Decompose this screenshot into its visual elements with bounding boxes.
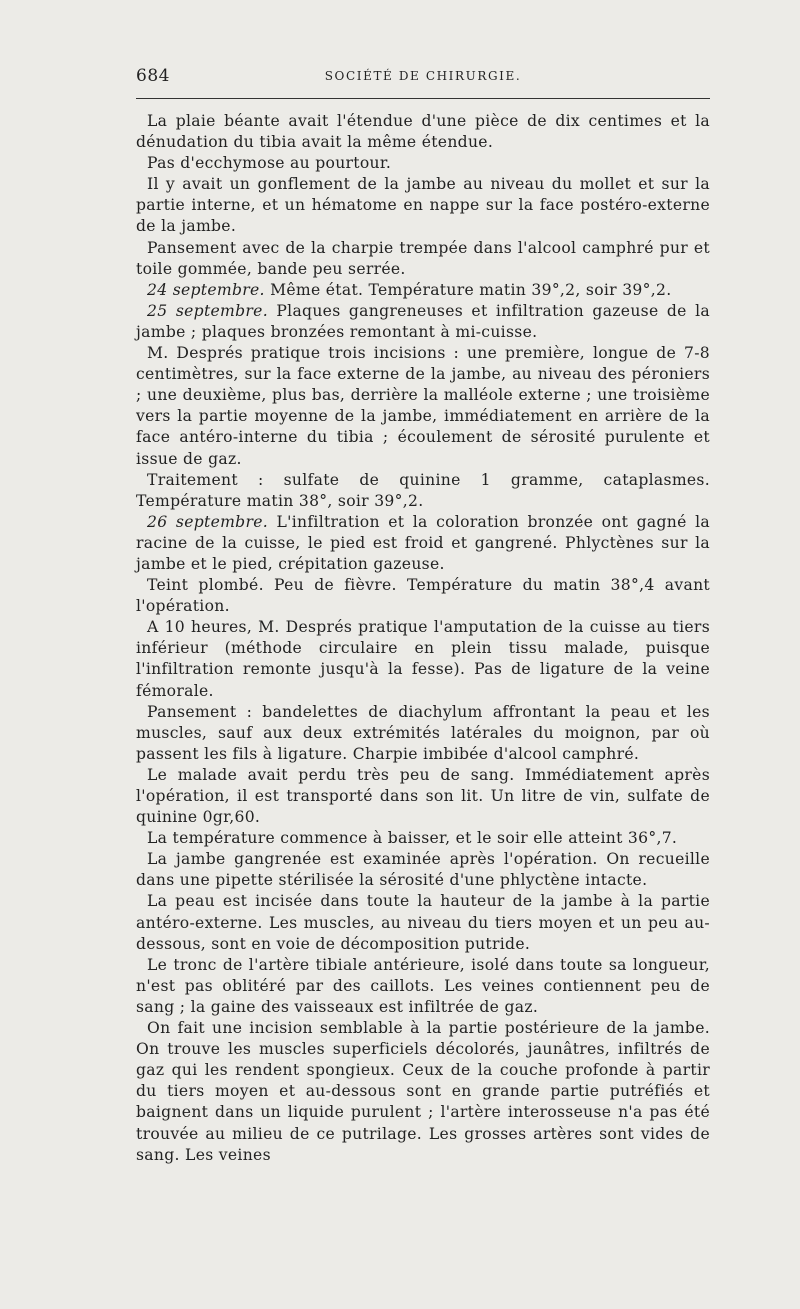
paragraph: 24 septembre. Même état. Température matin 39°,2, soir 39°,2. <box>147 280 672 299</box>
paragraph: Il y avait un gonflement de la jambe au niveau du mollet et sur la partie interne, et un hématome en nappe sur la face postéro-externe de la jambe. <box>136 175 710 236</box>
date-label: 25 septembre. <box>147 301 268 320</box>
paragraph: Pas d'ecchymose au pourtour. <box>147 154 392 173</box>
header-rule <box>136 98 710 99</box>
paragraph: Teint plombé. Peu de fièvre. Température du matin 38°,4 avant l'opération. <box>136 576 710 616</box>
paragraph: 26 septembre. L'infiltration et la coloration bronzée ont gagné la racine de la cuisse, le pied est froid et gangrené. Phlyctènes sur la jambe et le pied, crépitation gazeuse. <box>136 512 710 573</box>
paragraph: A 10 heures, M. Després pratique l'amputation de la cuisse au tiers inférieur (méthode circulaire en plein tissu malade, puisque l'infiltration remonte jusqu'à la fesse). Pas de ligature de la veine fémorale. <box>136 618 710 700</box>
date-label: 26 septembre. <box>147 512 269 531</box>
paragraph: La peau est incisée dans toute la hauteur de la jambe à la partie antéro-externe. Les muscles, au niveau du tiers moyen et un peu au-dessous, sont en voie de décomposition putride. <box>136 892 710 953</box>
paragraph: Traitement : sulfate de quinine 1 gramme, cataplasmes. Température matin 38°, soir 39°,2. <box>136 470 710 510</box>
paragraph: Pansement avec de la charpie trempée dans l'alcool camphré pur et toile gommée, bande peu serrée. <box>136 238 710 278</box>
paragraph: Le tronc de l'artère tibiale antérieure, isolé dans toute sa longueur, n'est pas oblitéré par des caillots. Les veines contiennent peu de sang ; la gaine des vaisseaux est infiltrée de gaz. <box>136 955 710 1016</box>
running-head: SOCIÉTÉ DE CHIRURGIE. <box>324 69 522 83</box>
body-text <box>136 111 710 1166</box>
paragraph: La température commence à baisser, et le soir elle atteint 36°,7. <box>147 829 678 848</box>
paragraph: M. Després pratique trois incisions : une première, longue de 7-8 centimètres, sur la face externe de la jambe, au niveau des péroniers ; une deuxième, plus bas, derrière la malléole externe ; une troisième vers la partie moyenne de la jambe, immédiatement en arrière de la face antéro-interne du tibia ; écoulement de sérosité purulente et issue de gaz. <box>136 344 710 468</box>
paragraph: La jambe gangrenée est examinée après l'opération. On recueille dans une pipette stérilisée la sérosité d'une phlyctène intacte. <box>136 850 710 890</box>
paragraph: Le malade avait perdu très peu de sang. Immédiatement après l'opération, il est transporté dans son lit. Un litre de vin, sulfate de quinine 0gr,60. <box>136 765 710 827</box>
paragraph: On fait une incision semblable à la partie postérieure de la jambe. On trouve les muscles superficiels décolorés, jaunâtres, infiltrés de gaz qui les rendent spongieux. Ceux de la couche profonde à partir du tiers moyen et au-dessous sont en grande partie putréfiés et baignent dans un liquide purulent ; l'artère interosseuse n'a pas été trouvée au milieu de ce putrilage. Les grosses artères sont vides de sang. Les veines <box>136 1019 710 1164</box>
page-header <box>136 66 710 92</box>
date-label: 24 septembre. <box>147 280 265 299</box>
paragraph: La plaie béante avait l'étendue d'une pièce de dix centimes et la dénudation du tibia avait la même étendue. <box>136 112 710 152</box>
paragraph: Pansement : bandelettes de diachylum affrontant la peau et les muscles, sauf aux deux extrémités latérales du moignon, par où passent les fils à ligature. Charpie imbibée d'alcool camphré. <box>136 702 710 763</box>
paragraph: 25 septembre. Plaques gangreneuses et infiltration gazeuse de la jambe ; plaques bronzées remontant à mi-cuisse. <box>136 301 710 341</box>
page-number: 684 <box>136 66 170 86</box>
